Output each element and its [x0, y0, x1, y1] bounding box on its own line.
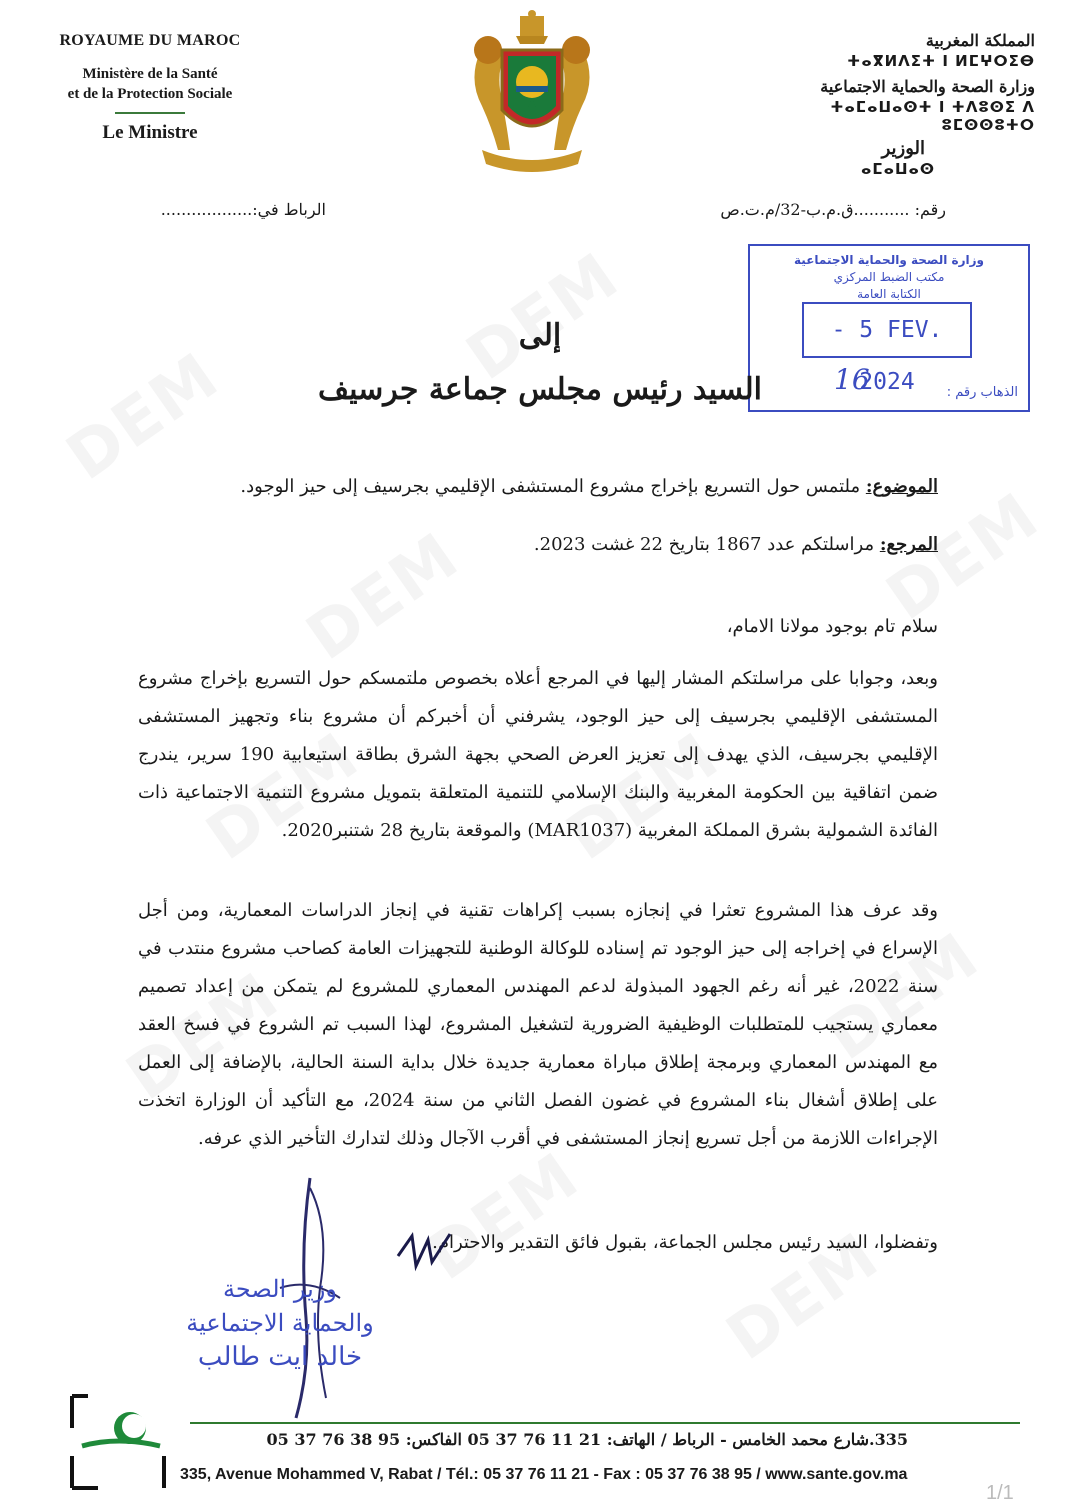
minister-title-tif: ⴰⵎⴰⵡⴰⵙ: [860, 160, 935, 178]
kingdom-title-ar: المملكة المغربية: [925, 31, 1035, 50]
footer-address-fr: 335, Avenue Mohammed V, Rabat / Tél.: 05 37 76 11 21 - Fax : 05 37 76 38 95 / www.sante.gov.ma: [180, 1466, 908, 1483]
ministry-name-tif: ⵜⴰⵎⴰⵡⴰⵙⵜ ⵏ ⵜⴷⵓⵙⵉ ⴷ ⵓⵎⵙⵙⵓⵜⵔ: [830, 98, 1035, 134]
ministry-name-ar: وزارة الصحة والحماية الاجتماعية: [820, 77, 1035, 96]
footer-divider: [190, 1422, 1020, 1424]
signature-stamp: [130, 1272, 430, 1374]
coat-of-arms-icon: [458, 10, 606, 176]
header-divider: [115, 112, 185, 114]
signature-line1: وزير الصحة: [223, 1275, 337, 1303]
reference-text: مراسلتكم عدد 1867 بتاريخ 22 غشت 2023.: [533, 534, 880, 555]
header-right: [735, 30, 1035, 178]
stamp-office: مكتب الضبط المركزي: [833, 270, 945, 284]
signature-line2: والحماية الاجتماعية: [186, 1309, 374, 1337]
registry-stamp: [748, 244, 1030, 412]
addressee-to: إلى: [518, 318, 562, 353]
greeting: سلام تام بوجود مولانا الامام،: [726, 616, 938, 637]
header-left: [40, 32, 260, 144]
paragraph-2: وقد عرف هذا المشروع تعثرا في إنجازه بسبب إكراهات تقنية في إنجاز الدراسات المعمارية، ومن أجل الإسراع في إخراجه إلى حيز الوجود تم إسناده للوكالة الوطنية للتجهيزات العامة كصاحب مشروع منتدب في سنة 2022، غير أنه رغم الجهود المبذولة لدعم المهندس المعماري للمشروع لم يتمكن من إعداد تصميم معماري يستجيب للمتطلبات الوظيفية الضرورية لتشغيل المشروع، لهذا السبب تم الشروع في فسخ العقد مع المهندس المعماري وبرمجة إطلاق مباراة معمارية جديدة خلال بداية السنة الحالية، بالإضافة إلى العمل على إطلاق أشغال بناء المشروع في غضون الفصل الثاني من سنة 2024، مع التأكيد أن الوزارة اتخذت الإجراءات اللازمة من أجل تسريع إنجاز المستشفى في أقرب الآجال وذلك لتدارك التأخير الذي عرفه.: [138, 900, 939, 1149]
paragraph-1: وبعد، وجوابا على مراسلتكم المشار إليها في المرجع أعلاه بخصوص ملتمسكم حول التسريع بإخراج مشروع المستشفى الإقليمي بجرسيف إلى حيز الوجود، يشرفني أن أخبركم أن مشروع بناء وتجهيز المستشفى الإقليمي بجرسيف، الذي يهدف إلى تعزيز العرض الصحي بجهة الشرق بطاقة استيعابية 190 سرير، يندرج ضمن اتفاقية بين الحكومة المغربية والبنك الإسلامي للتنمية المتعلقة بتمويل مشروع التنمية الاجتماعية ذات الفائدة الشمولية بشرق المملكة المغربية (MAR1037) والموقعة بتاريخ 28 شتنبر2020.: [138, 668, 938, 841]
ministry-logo-icon: [68, 1392, 168, 1492]
signature-line3: خالد ايت طالب: [197, 1342, 363, 1372]
reference-label: المرجع:: [879, 534, 938, 555]
stamp-date: - 5 FEV. 2024: [802, 302, 972, 358]
reference-line: [138, 526, 938, 564]
footer-address-ar: 335.شارع محمد الخامس - الرباط / الهاتف: 21 11 76 37 05 الفاكس: 95 38 76 37 05: [266, 1430, 908, 1449]
stamp-division: الكتابة العامة: [857, 287, 921, 301]
ministry-name-fr: [40, 64, 260, 104]
minister-title-ar: الوزير: [881, 138, 925, 159]
subject-line: [138, 468, 938, 506]
addressee-name: السيد رئيس مجلس جماعة جرسيف: [318, 372, 762, 407]
minister-title-fr: Le Ministre: [102, 122, 198, 143]
closing-formula: وتفضلوا، السيد رئيس مجلس الجماعة، بقبول فائق التقدير والاحترام.: [432, 1232, 938, 1253]
stamp-ministry: وزارة الصحة والحماية الاجتماعية: [794, 253, 984, 267]
subject-label: الموضوع:: [865, 476, 938, 497]
kingdom-title-tif: ⵜⴰⴳⵍⴷⵉⵜ ⵏ ⵍⵎⵖⵔⵉⴱ: [847, 52, 1035, 70]
kingdom-title-fr: ROYAUME DU MAROC: [59, 32, 241, 49]
stamp-register-label: الذهاب رقم :: [946, 385, 1018, 400]
ministry-line2: et de la Protection Sociale: [67, 86, 233, 102]
ministry-line1: Ministère de la Santé: [82, 66, 218, 82]
place-date: الرباط في:..................: [160, 200, 326, 219]
reference-number: رقم: ...........ق.م.ب-32/م.ت.ص: [720, 200, 946, 219]
subject-text: ملتمس حول التسريع بإخراج مشروع المستشفى الإقليمي بجرسيف إلى حيز الوجود.: [240, 476, 866, 497]
stamp-register-number: 16: [834, 363, 870, 396]
page-number: 1/1: [986, 1482, 1014, 1504]
initials-icon: [392, 1226, 462, 1272]
